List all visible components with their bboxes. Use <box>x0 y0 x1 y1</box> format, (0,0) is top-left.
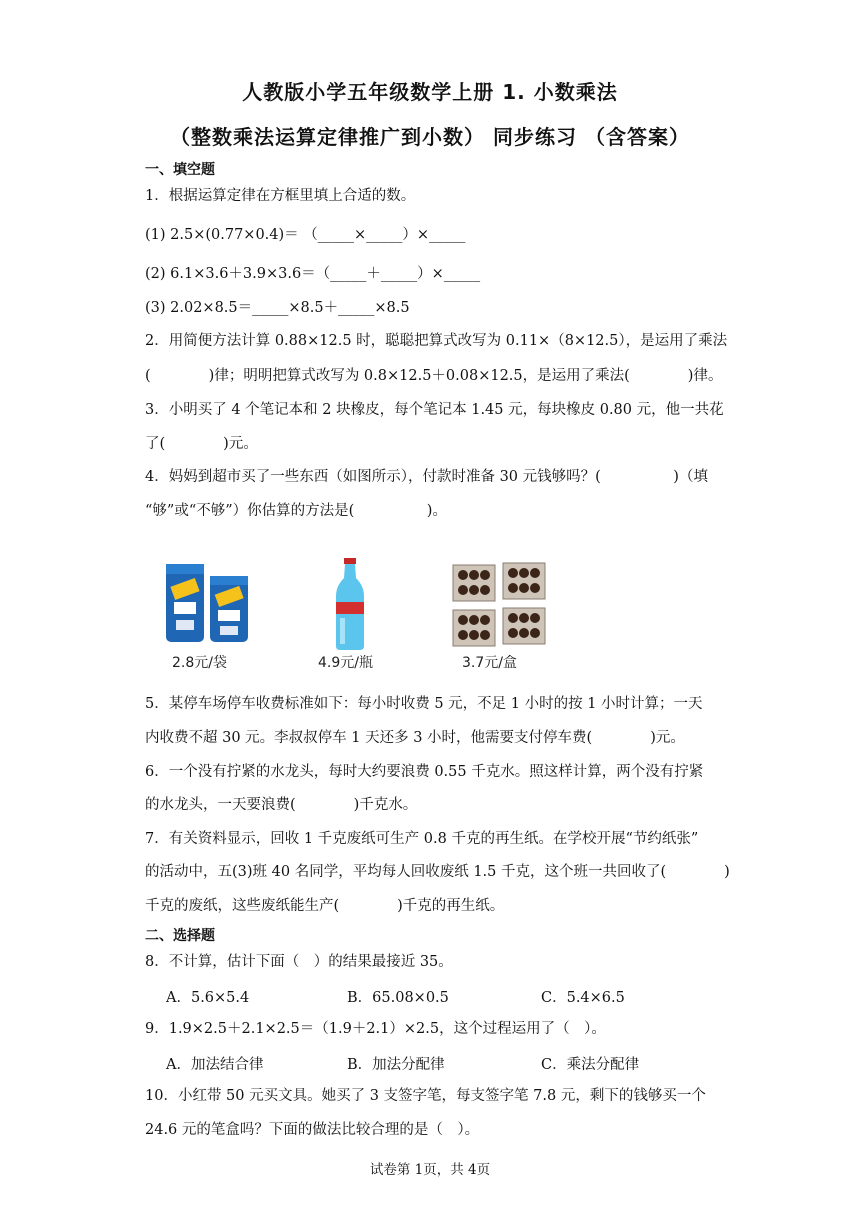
question-4-line-1: 4．妈妈到超市买了一些东西（如图所示），付款时准备 30 元钱够吗？( )（填 <box>145 469 708 485</box>
section-multiple-choice: 二、选择题 <box>145 928 215 944</box>
question-9-option-a: A．加法结合律 <box>166 1057 264 1073</box>
question-7-line-1: 7．有关资料显示，回收 1 千克废纸可生产 0.8 千克的再生纸。在学校开展“节约纸张” <box>145 831 699 847</box>
question-8-option-c: C．5.4×6.5 <box>541 990 625 1006</box>
question-7-line-2: 的活动中，五(3)班 40 名同学，平均每人回收废纸 1.5 千克，这个班一共回收了( ) <box>145 864 730 880</box>
question-2-line-1: 2．用简便方法计算 0.88×12.5 时，聪聪把算式改写为 0.11×（8×12.5），是运用了乘法 <box>145 333 728 349</box>
question-5-line-1: 5．某停车场停车收费标准如下：每小时收费 5 元，不足 1 小时的按 1 小时计算；一天 <box>145 696 703 712</box>
title-line-2: （整数乘法运算定律推广到小数） 同步练习 （含答案） <box>170 125 690 149</box>
page-footer: 试卷第 1页，共 4页 <box>369 1162 491 1178</box>
question-5-line-2: 内收费不超 30 元。李叔叔停车 1 天还多 3 小时，他需要支付停车费( )元。 <box>145 730 685 746</box>
question-8: 8．不计算，估计下面（ ）的结果最接近 35。 <box>145 954 453 970</box>
title-line-1: 人教版小学五年级数学上册 1. 小数乘法 <box>242 80 618 104</box>
question-1-part-2: (2) 6.1×3.6＋3.9×3.6＝（_____＋_____）×_____ <box>145 266 481 282</box>
question-7-line-3: 千克的废纸，这些废纸能生产( )千克的再生纸。 <box>145 898 505 914</box>
question-3-line-1: 3．小明买了 4 个笔记本和 2 块橡皮，每个笔记本 1.45 元，每块橡皮 0.80 元，他一共花 <box>145 402 724 418</box>
section-fill-in: 一、填空题 <box>145 162 215 178</box>
price-soda: 4.9元/瓶 <box>318 655 373 671</box>
price-chocolate: 3.7元/盒 <box>462 655 517 671</box>
question-6-line-1: 6．一个没有拧紧的水龙头，每时大约要浪费 0.55 千克水。照这样计算，两个没有拧紧 <box>145 764 704 780</box>
question-1-part-1: (1) 2.5×(0.77×0.4)＝ （_____×_____）×_____ <box>145 227 466 243</box>
chocolate-box-icon <box>452 562 546 648</box>
question-6-line-2: 的水龙头，一天要浪费( )千克水。 <box>145 797 418 813</box>
question-2-line-2: ( )律；明明把算式改写为 0.8×12.5＋0.08×12.5，是运用了乘法( )律。 <box>145 368 723 384</box>
question-10-line-2: 24.6 元的笔盒吗？下面的做法比较合理的是（ ）。 <box>145 1122 480 1138</box>
question-8-option-a: A．5.6×5.4 <box>166 990 250 1006</box>
question-3-line-2: 了( )元。 <box>145 436 258 452</box>
question-8-option-b: B．65.08×0.5 <box>347 990 449 1006</box>
question-4-line-2: “够”或“不够”）你估算的方法是( )。 <box>145 503 447 519</box>
cracker-bag-icon <box>162 556 254 648</box>
question-10-line-1: 10．小红带 50 元买文具。她买了 3 支签字笔，每支签字笔 7.8 元，剩下的钱够买一个 <box>145 1088 706 1104</box>
soda-bottle-icon <box>330 556 370 652</box>
question-9: 9．1.9×2.5＋2.1×2.5＝（1.9＋2.1）×2.5，这个过程运用了（ ）。 <box>145 1021 606 1037</box>
question-1: 1．根据运算定律在方框里填上合适的数。 <box>145 188 416 204</box>
question-9-option-c: C．乘法分配律 <box>541 1057 640 1073</box>
question-1-part-3: (3) 2.02×8.5＝_____×8.5＋_____×8.5 <box>145 300 410 316</box>
question-9-option-b: B．加法分配律 <box>347 1057 445 1073</box>
price-cracker: 2.8元/袋 <box>172 655 227 671</box>
